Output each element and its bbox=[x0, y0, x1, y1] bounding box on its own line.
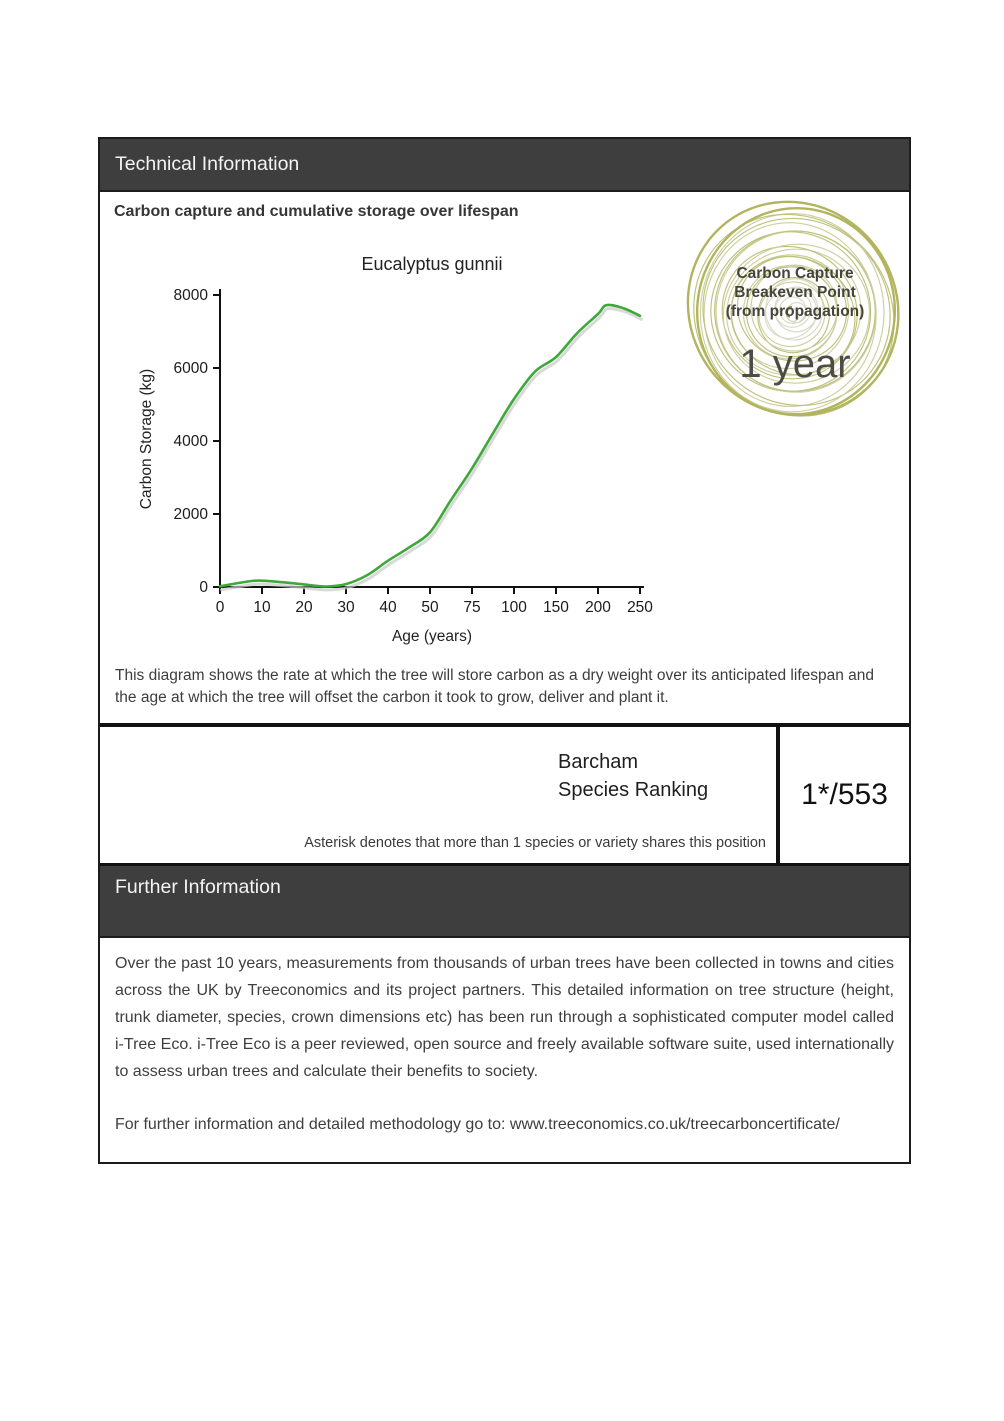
breakeven-badge-caption bbox=[685, 264, 905, 321]
further-information-title: Further Information bbox=[115, 876, 281, 898]
x-tick-label: 200 bbox=[585, 599, 611, 616]
badge-caption-line2: Breakeven Point bbox=[734, 284, 856, 301]
breakeven-badge bbox=[685, 202, 905, 416]
ranking-label-cell bbox=[100, 727, 780, 863]
x-tick-label: 10 bbox=[253, 599, 271, 616]
y-tick-label: 8000 bbox=[173, 287, 208, 304]
species-ranking-row bbox=[100, 727, 909, 866]
ranking-asterisk-note: Asterisk denotes that more than 1 species or variety shares this position bbox=[304, 835, 766, 851]
x-tick-label: 0 bbox=[215, 599, 225, 616]
x-tick-label: 250 bbox=[627, 599, 653, 616]
x-tick-label: 50 bbox=[421, 599, 439, 616]
technical-information-document bbox=[98, 137, 911, 1164]
ranking-value-cell bbox=[780, 727, 909, 863]
x-tick-label: 30 bbox=[337, 599, 355, 616]
x-tick-label: 40 bbox=[379, 599, 397, 616]
technical-information-title: Technical Information bbox=[115, 153, 300, 175]
x-axis-label: Age (years) bbox=[391, 628, 473, 645]
y-tick-label: 6000 bbox=[173, 360, 208, 377]
y-tick-label: 4000 bbox=[173, 433, 208, 450]
further-information-header-bar bbox=[100, 866, 909, 936]
carbon-capture-chart-panel bbox=[100, 190, 909, 727]
ranking-value: 1*/553 bbox=[801, 778, 888, 811]
carbon-storage-curve bbox=[220, 305, 640, 587]
chart-description: This diagram shows the rate at which the tree will store carbon as a dry weight over its anticipated lifespan and the age at which the tree will offset the carbon it took to grow, deliver and plant it. bbox=[115, 667, 875, 706]
x-tick-label: 150 bbox=[543, 599, 569, 616]
chart-title: Eucalyptus gunnii bbox=[361, 254, 503, 274]
breakeven-value: 1 year bbox=[739, 342, 851, 386]
ranking-org: Barcham bbox=[558, 751, 639, 773]
x-tick-label: 100 bbox=[501, 599, 527, 616]
y-tick-label: 0 bbox=[199, 579, 208, 596]
y-axis-label: Carbon Storage (kg) bbox=[138, 368, 155, 510]
chart-section-heading: Carbon capture and cumulative storage over lifespan bbox=[114, 203, 519, 220]
x-tick-label: 20 bbox=[295, 599, 313, 616]
badge-caption-line3: (from propagation) bbox=[725, 303, 865, 320]
further-information-paragraph: Over the past 10 years, measurements from thousands of urban trees have been collected in towns and cities across the UK by Treeconomics and its project partners. This detailed information on tree structure (height, trunk diameter, species, crown dimensions etc) has been run through a sophisticated computer model called i-Tree Eco. i-Tree Eco is a peer reviewed, open source and freely available software suite, used internationally to assess urban trees and calculate their benefits to society. bbox=[115, 955, 894, 1080]
y-tick-label: 2000 bbox=[173, 506, 208, 523]
ranking-title bbox=[558, 748, 708, 804]
ranking-label: Species Ranking bbox=[558, 779, 709, 801]
further-information-link-line: For further information and detailed methodology go to: www.treeconomics.co.uk/treecarboncertificate/ bbox=[115, 1116, 840, 1133]
technical-information-header-bar bbox=[100, 139, 909, 190]
x-tick-label: 75 bbox=[463, 599, 481, 616]
curve-shadow bbox=[222, 308, 642, 590]
further-information-body bbox=[100, 936, 909, 1162]
badge-caption-line1: Carbon Capture bbox=[736, 265, 854, 282]
